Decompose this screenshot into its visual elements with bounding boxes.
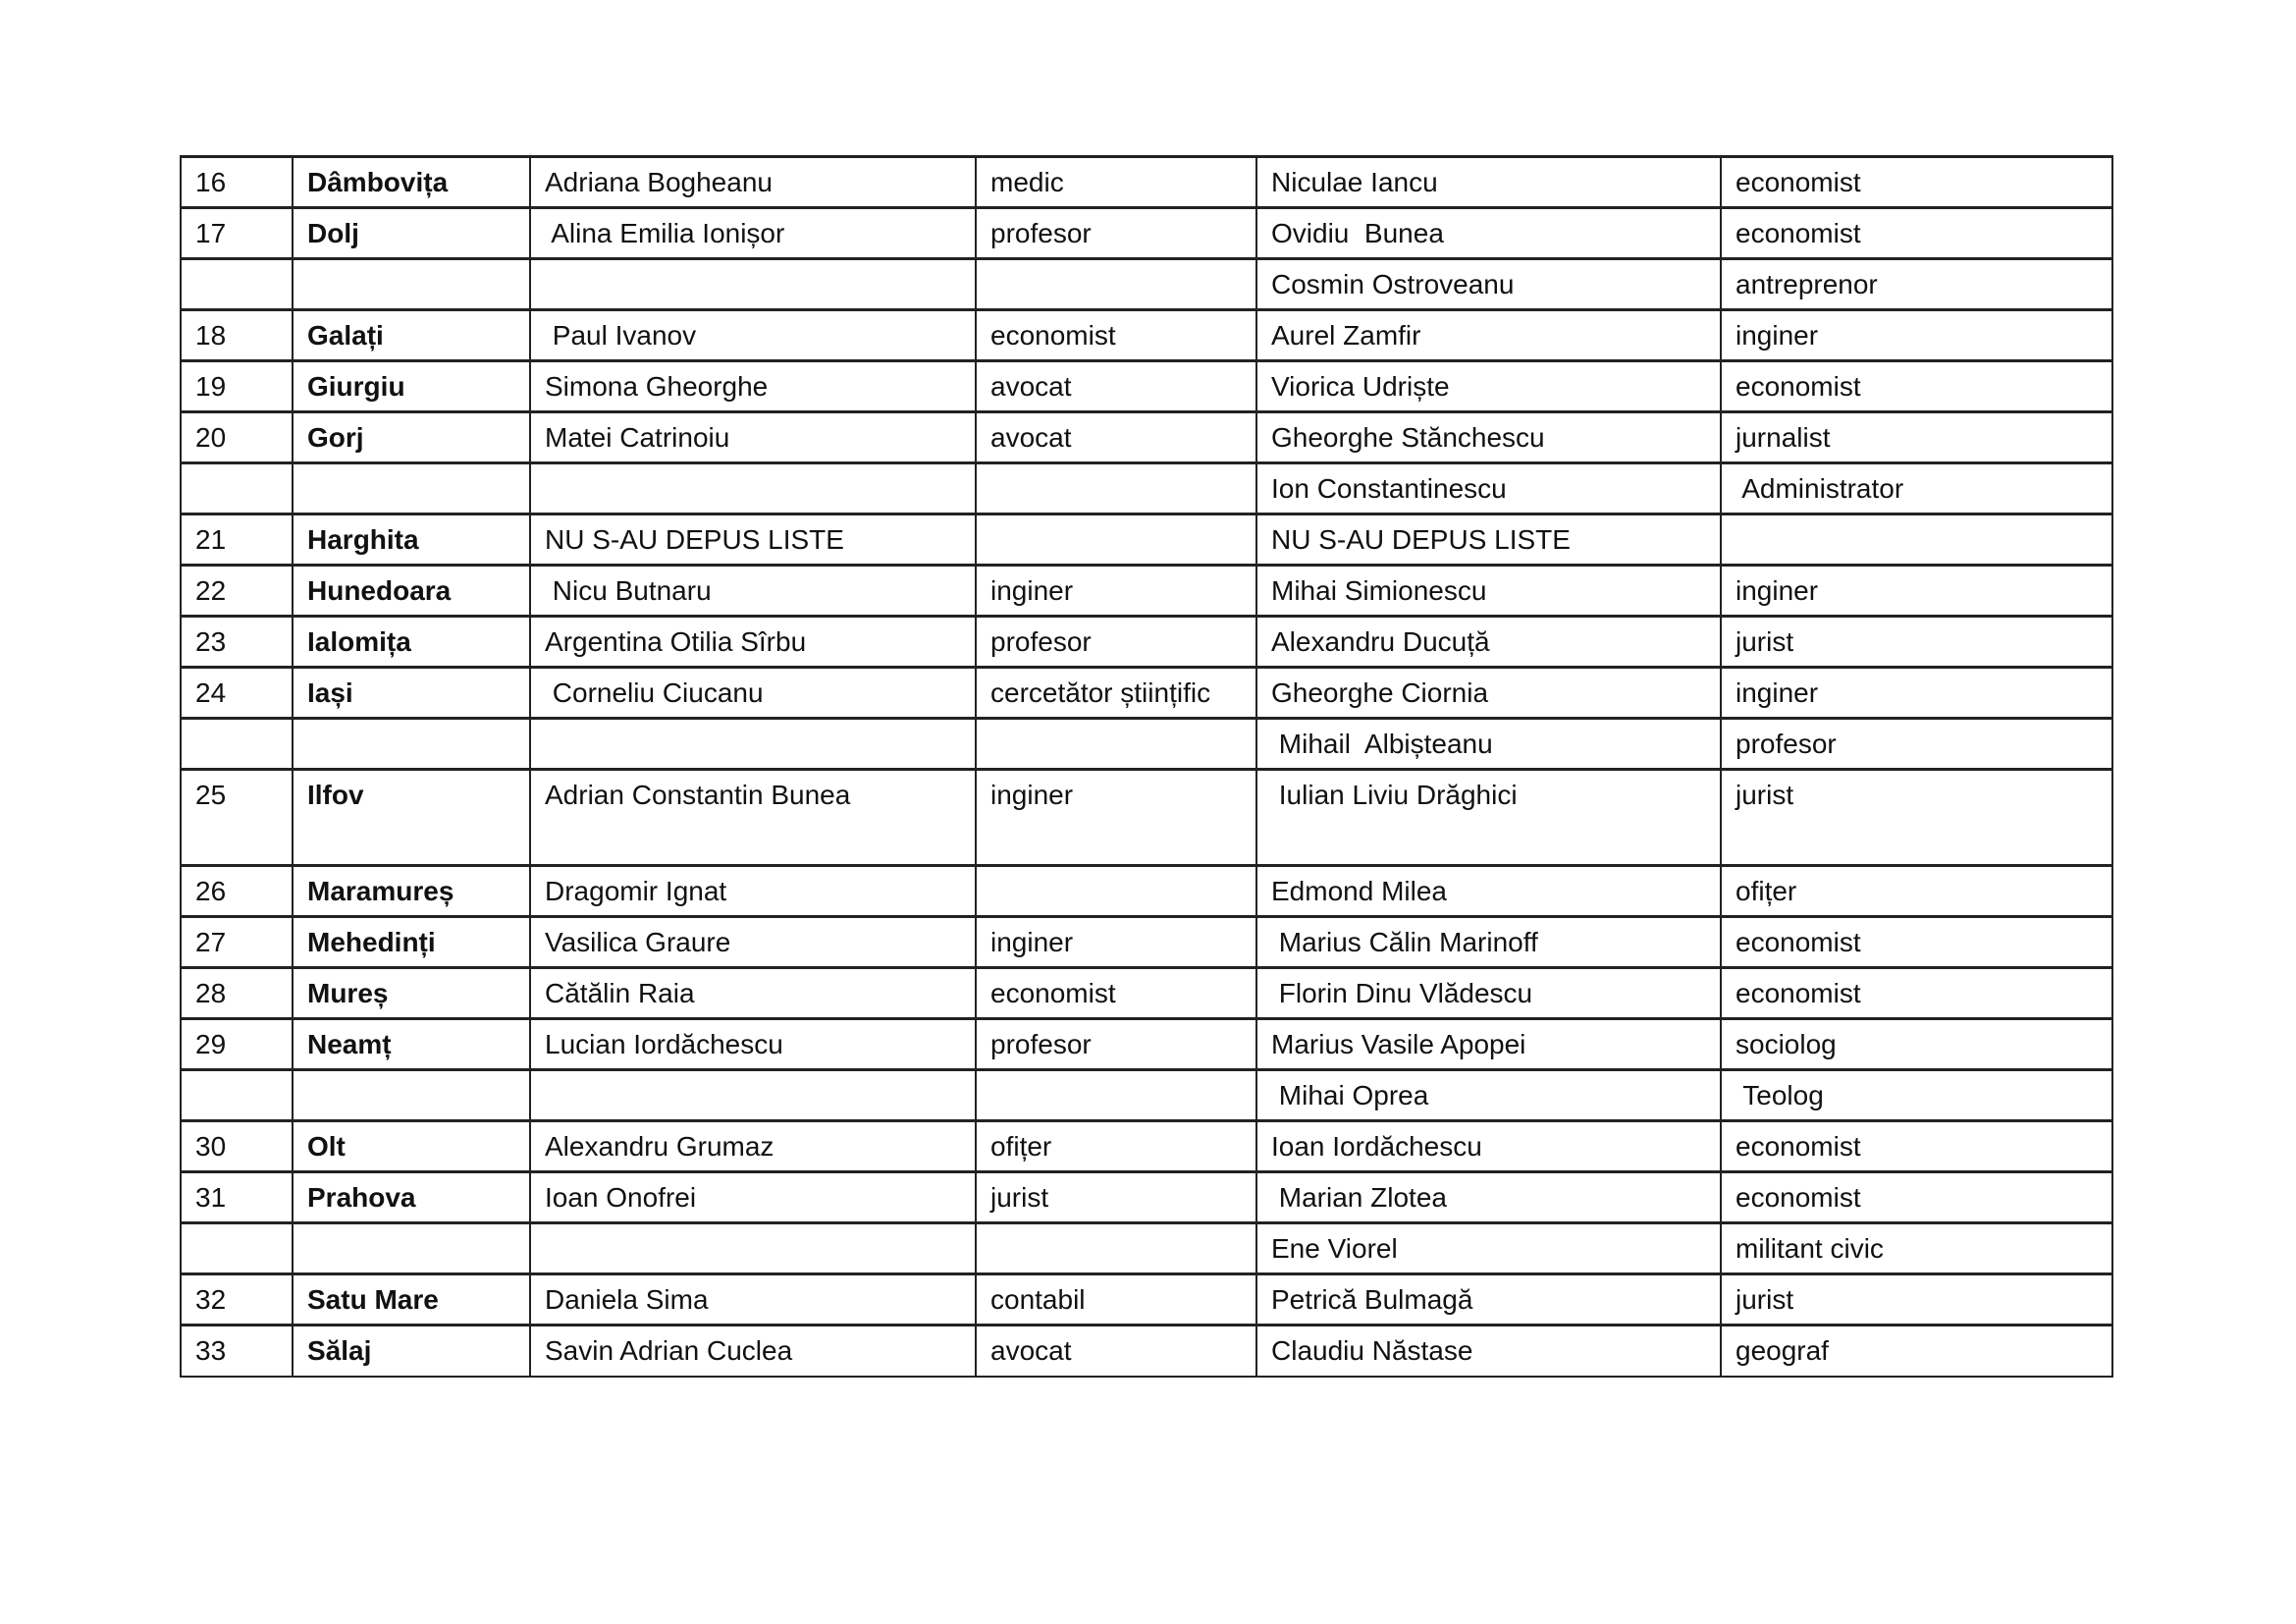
table-row [181,1070,2112,1121]
candidate-name-2: Ion Constantinescu [1256,463,1721,514]
candidate-name-2: Petrică Bulmagă [1256,1274,1721,1326]
candidate-name-2: Viorica Udriște [1256,361,1721,412]
candidate-profession-1: inginer [976,566,1256,617]
table-row [181,310,2112,361]
candidate-name-1: NU S-AU DEPUS LISTE [530,514,976,566]
county-name: Mureș [293,968,530,1019]
table-row [181,866,2112,917]
candidate-name-1: Dragomir Ignat [530,866,976,917]
county-name: Satu Mare [293,1274,530,1326]
candidate-profession-2: jurist [1721,770,2112,866]
county-name: Hunedoara [293,566,530,617]
county-name: Prahova [293,1172,530,1223]
candidate-profession-1 [976,1070,1256,1121]
row-number: 31 [181,1172,293,1223]
table-row [181,412,2112,463]
candidate-name-1: Alexandru Grumaz [530,1121,976,1172]
county-name [293,719,530,770]
county-name: Ilfov [293,770,530,866]
candidate-name-2: Ioan Iordăchescu [1256,1121,1721,1172]
candidate-name-1: Matei Catrinoiu [530,412,976,463]
table-body [181,157,2112,1377]
candidate-profession-2: inginer [1721,310,2112,361]
table-row [181,157,2112,208]
candidate-name-2: Gheorghe Stănchescu [1256,412,1721,463]
candidate-profession-2 [1721,514,2112,566]
candidate-profession-2: jurist [1721,1274,2112,1326]
candidate-name-2: Marian Zlotea [1256,1172,1721,1223]
candidate-name-2: Mihai Simionescu [1256,566,1721,617]
candidate-profession-1 [976,719,1256,770]
candidate-profession-2: economist [1721,1121,2112,1172]
candidate-profession-2: economist [1721,1172,2112,1223]
candidate-profession-2: sociolog [1721,1019,2112,1070]
candidate-profession-2: geograf [1721,1326,2112,1377]
county-name: Galați [293,310,530,361]
candidate-name-1: Simona Gheorghe [530,361,976,412]
candidate-profession-2: militant civic [1721,1223,2112,1274]
table-row [181,968,2112,1019]
candidate-name-2: Ene Viorel [1256,1223,1721,1274]
candidate-profession-1: contabil [976,1274,1256,1326]
table-row [181,617,2112,668]
candidate-profession-2: profesor [1721,719,2112,770]
row-number [181,1223,293,1274]
row-number [181,719,293,770]
candidate-profession-2: economist [1721,917,2112,968]
row-number: 19 [181,361,293,412]
table-row [181,1274,2112,1326]
candidate-name-2: Alexandru Ducuță [1256,617,1721,668]
candidate-profession-1: economist [976,310,1256,361]
candidate-name-1: Lucian Iordăchescu [530,1019,976,1070]
county-name [293,1223,530,1274]
table-row [181,259,2112,310]
row-number: 24 [181,668,293,719]
row-number: 28 [181,968,293,1019]
candidate-profession-2: economist [1721,361,2112,412]
table-row [181,719,2112,770]
candidate-name-2: Niculae Iancu [1256,157,1721,208]
candidate-profession-1: medic [976,157,1256,208]
candidate-profession-2: economist [1721,157,2112,208]
table-row [181,668,2112,719]
candidate-name-2: Mihai Oprea [1256,1070,1721,1121]
candidate-name-1: Alina Emilia Ionișor [530,208,976,259]
candidate-profession-1: inginer [976,770,1256,866]
row-number: 29 [181,1019,293,1070]
row-number: 32 [181,1274,293,1326]
county-name: Olt [293,1121,530,1172]
candidates-table [180,155,2113,1378]
candidate-profession-2: economist [1721,208,2112,259]
candidate-profession-2: economist [1721,968,2112,1019]
table-row [181,566,2112,617]
table-row [181,917,2112,968]
candidate-name-2: Marius Călin Marinoff [1256,917,1721,968]
county-name: Mehedinți [293,917,530,968]
county-name: Giurgiu [293,361,530,412]
candidate-profession-1: economist [976,968,1256,1019]
table-row [181,208,2112,259]
candidate-profession-1: cercetător științific [976,668,1256,719]
candidate-name-1 [530,259,976,310]
row-number: 17 [181,208,293,259]
county-name: Ialomița [293,617,530,668]
row-number: 21 [181,514,293,566]
table-row [181,361,2112,412]
candidate-name-1: Adriana Bogheanu [530,157,976,208]
candidate-profession-2: inginer [1721,668,2112,719]
table-row [181,514,2112,566]
county-name: Neamț [293,1019,530,1070]
document-page [180,155,2111,1378]
candidate-name-2: Iulian Liviu Drăghici [1256,770,1721,866]
candidate-profession-2: antreprenor [1721,259,2112,310]
table-row [181,1019,2112,1070]
table-row [181,1121,2112,1172]
county-name [293,463,530,514]
candidate-name-1 [530,1223,976,1274]
row-number: 18 [181,310,293,361]
candidate-profession-1 [976,259,1256,310]
candidate-name-1: Argentina Otilia Sîrbu [530,617,976,668]
candidate-name-1: Cătălin Raia [530,968,976,1019]
candidate-name-2: Claudiu Năstase [1256,1326,1721,1377]
candidate-profession-1 [976,514,1256,566]
candidate-name-2: Ovidiu Bunea [1256,208,1721,259]
row-number [181,1070,293,1121]
candidate-name-1: Paul Ivanov [530,310,976,361]
candidate-name-2: Florin Dinu Vlădescu [1256,968,1721,1019]
candidate-profession-2: inginer [1721,566,2112,617]
candidate-profession-1: avocat [976,1326,1256,1377]
county-name: Dolj [293,208,530,259]
candidate-name-1: Vasilica Graure [530,917,976,968]
candidate-profession-1: jurist [976,1172,1256,1223]
candidate-name-2: NU S-AU DEPUS LISTE [1256,514,1721,566]
candidate-profession-1: avocat [976,412,1256,463]
county-name: Iași [293,668,530,719]
candidate-profession-1 [976,463,1256,514]
candidate-profession-1: profesor [976,617,1256,668]
candidate-name-1: Nicu Butnaru [530,566,976,617]
candidate-profession-1: ofițer [976,1121,1256,1172]
candidate-name-1: Ioan Onofrei [530,1172,976,1223]
table-row [181,1172,2112,1223]
candidate-name-2: Gheorghe Ciornia [1256,668,1721,719]
candidate-profession-2: jurist [1721,617,2112,668]
candidate-name-1: Corneliu Ciucanu [530,668,976,719]
candidate-name-2: Edmond Milea [1256,866,1721,917]
candidate-profession-1 [976,1223,1256,1274]
candidate-name-2: Cosmin Ostroveanu [1256,259,1721,310]
candidate-profession-2: ofițer [1721,866,2112,917]
candidate-profession-2: jurnalist [1721,412,2112,463]
county-name: Maramureș [293,866,530,917]
candidate-name-2: Aurel Zamfir [1256,310,1721,361]
candidate-name-1 [530,1070,976,1121]
candidate-profession-1: profesor [976,1019,1256,1070]
county-name: Sălaj [293,1326,530,1377]
table-row [181,1326,2112,1377]
row-number: 23 [181,617,293,668]
row-number: 26 [181,866,293,917]
table-row [181,770,2112,866]
candidate-profession-1 [976,866,1256,917]
county-name: Harghita [293,514,530,566]
county-name [293,259,530,310]
row-number: 25 [181,770,293,866]
table-row [181,463,2112,514]
row-number [181,259,293,310]
candidate-name-2: Mihail Albișteanu [1256,719,1721,770]
row-number: 27 [181,917,293,968]
candidate-name-1: Savin Adrian Cuclea [530,1326,976,1377]
row-number: 30 [181,1121,293,1172]
candidate-profession-2: Administrator [1721,463,2112,514]
table-row [181,1223,2112,1274]
county-name: Dâmbovița [293,157,530,208]
candidate-profession-1: profesor [976,208,1256,259]
row-number: 16 [181,157,293,208]
candidate-name-1: Adrian Constantin Bunea [530,770,976,866]
row-number [181,463,293,514]
candidate-profession-2: Teolog [1721,1070,2112,1121]
candidate-profession-1: inginer [976,917,1256,968]
county-name [293,1070,530,1121]
row-number: 33 [181,1326,293,1377]
row-number: 22 [181,566,293,617]
row-number: 20 [181,412,293,463]
candidate-name-2: Marius Vasile Apopei [1256,1019,1721,1070]
candidate-name-1: Daniela Sima [530,1274,976,1326]
county-name: Gorj [293,412,530,463]
candidate-profession-1: avocat [976,361,1256,412]
candidate-name-1 [530,463,976,514]
candidate-name-1 [530,719,976,770]
